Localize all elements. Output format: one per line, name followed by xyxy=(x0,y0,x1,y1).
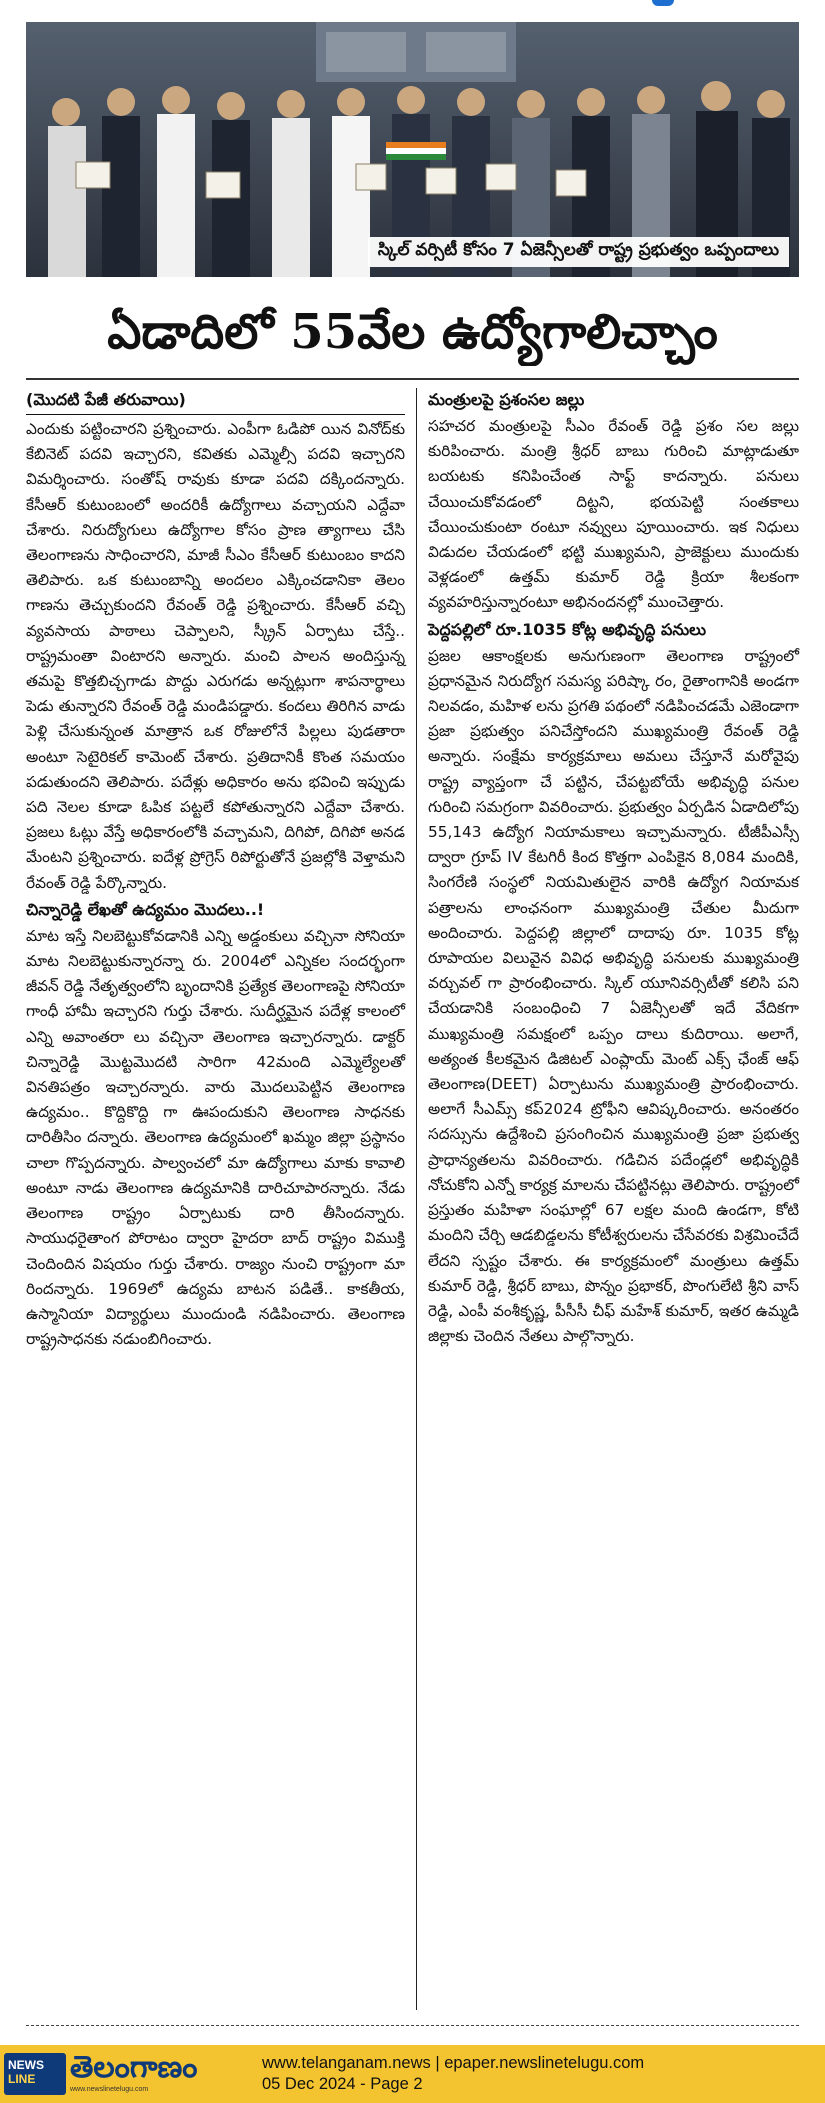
column-divider xyxy=(416,388,417,2010)
footer-info xyxy=(262,2053,644,2095)
article-paragraph: మాట ఇస్తే నిలబెట్టుకోవడానికి ఎన్ని అడ్డంకులు వచ్చినా సోనియా మాట నిలబెట్టుకున్నారన్నా రు. 2004లో ఎన్నికల సందర్భంగా జీవన్ రెడ్డి నేతృత్వంలోని బృందానికి ప్రత్యేక తెలంగాణపై సోనియా గాంధీ హామీ ఇచ్చారని గుర్తు చేశారు. సుదీర్ఘమైన పదేళ్ల కాలంలో ఎన్ని అవాంతరా లు వచ్చినా తెలంగాణ ఇచ్చారన్నారు. డాక్టర్ చిన్నారెడ్డి మొట్టమొదటి సారిగా 42మంది ఎమ్మెల్యేలతో వినతిపత్రం ఇచ్చారన్నారు. వారు మొదలుపెట్టిన తెలంగాణ ఉద్యమం.. కొద్దికొద్ది గా ఊపందుకుని తెలంగాణ సాధనకు దారితీసిం దన్నారు. తెలంగాణ ఉద్యమంలో ఖమ్మం జిల్లా ప్రస్థానం చాలా గొప్పదన్నారు. పాల్వంచలో మా ఉద్యోగాలు మాకు కావాలి అంటూ నాడు తెలంగాణ ఉద్యమానికి దారిచూపారన్నారు. నేడు తెలంగాణ రాష్ట్రం ఏర్పాటుకు దారి తీసిందన్నారు. సాయుధరైతాంగ పోరాటం ద్వారా హైదరా బాద్ రాష్ట్రం విముక్తి చెందిందిన విషయం గుర్తు చేశారు. రాజ్యం నుంచి రాష్ట్రంగా మా రిందన్నారు. 1969లో ఉద్యమ బాటన పడితే.. కాకతీయ, ఉస్మానియా విద్యార్థులు ముందుండి నడిపించారు. తెలంగాణ రాష్ట్రసాధనకు నడుంబిగించారు. xyxy=(26,926,405,1349)
footer-date-page: 05 Dec 2024 - Page 2 xyxy=(262,2075,423,2093)
headline: ఏడాదిలో 55వేల ఉద్యోగాలిచ్చాం xyxy=(107,304,718,360)
headline-rule xyxy=(26,378,799,380)
brand-name: తెలంగాణం xyxy=(70,2051,198,2084)
corner-mark xyxy=(652,0,674,6)
right-column xyxy=(428,386,799,1349)
kicker-wrap xyxy=(26,386,405,415)
article-paragraph: ఎందుకు పట్టించారని ప్రశ్నించారు. ఎంపీగా ఓడిపో యిన వినోద్‌కు కేబినెట్ పదవి ఇచ్చారని, కవితకు ఎమ్మెల్సీ పదవి ఇచ్చారని విమర్శించారు. సంతోష్ రావుకు కూడా పదవి దక్కిందన్నారు. కేసీఆర్ కుటుంబంలో అందరికీ ఉద్యోగాలు వచ్చాయని ఎద్దేవా చేశారు. నిరుద్యోగులు ఉద్యోగాల కోసం ప్రాణ త్యాగాలు చేసి తెలంగాణను సాధించారని, మాజీ సీఎం కేసీఆర్ కుటుంబం కాదని తెలిపారు. ఒక కుటుంబాన్ని అందలం ఎక్కించడానికా తెలం గాణను తెచ్చుకుందని రేవంత్ రెడ్డి ప్రశ్నించారు. కేసీఆర్ వచ్చి వ్యవసాయ పాఠాలు చెప్పాలని, స్క్రీన్ ఏర్పాటు చేస్తే.. రాష్ట్రమంతా వింటారని అన్నారు. మంచి పాలన అందిస్తున్న తమపై కొత్తబిచ్చగాడు పొద్దు ఎరుగడు అన్నట్లుగా శాపనార్థాలు పెడు తున్నారని రేవంత్ రెడ్డి మండిపడ్డారు. కందలు తిరిగిన వాడు పెళ్లి చేసుకున్నంత మాత్రాన ఒక రోజులోనే పిల్లలు పుడతారా అంటూ సెటైరికల్ కామెంట్ చేశారు. ప్రతిదానికీ కొంత సమయం పడుతుందని తెలిపారు. పదేళ్లు అధికారం అను భవించి ఇప్పుడు పది నెలల కూడా ఓపిక పట్టలే కపోతున్నారని ఎద్దేవా చేశారు. ప్రజలు ఓట్లు వేస్తే అధికారంలోకి వచ్చామని, దిగిపో, దిగిపో అనడ మేంటని ప్రశ్నించారు. ఐదేళ్ల ప్రోగ్రెస్ రిపోర్టుతోనే ప్రజల్లోకి వెళ్తామని రేవంత్ రెడ్డి పేర్కొన్నారు. xyxy=(26,420,405,892)
page-footer xyxy=(0,2031,825,2103)
news-photo xyxy=(26,22,799,277)
newsline-logo[interactable] xyxy=(4,2053,66,2095)
footer-urls[interactable]: www.telanganam.news | epaper.newslinetelugu.com xyxy=(262,2054,645,2072)
brand-block[interactable] xyxy=(70,2051,197,2094)
article-paragraph: సహచర మంత్రులపై సీఎం రేవంత్ రెడ్డి ప్రశం సల జల్లు కురిపించారు. మంత్రి శ్రీధర్ బాబు గురించి మాట్లాడుతూ బయటకు కనిపించేంత సాఫ్ట్ కాదన్నారు. పనులు చేయించుకోవడంలో దిట్టని, భయపెట్టి సంతకాలు చేయించుకుంటా రంటూ నవ్వులు పూయించారు. ఇక నిధులు విడుదల చేయడంలో భట్టి ముఖ్యమని, ప్రాజెక్టులు ముందుకు వెళ్లడంలో ఉత్తమ్ కుమార్ రెడ్డి క్రియా శీలకంగా వ్యవహరిస్తున్నారంటూ అభినందనల్లో ముంచెత్తారు. xyxy=(428,417,799,612)
left-column xyxy=(26,386,405,1352)
logo-line1: NEWS xyxy=(8,2058,44,2072)
brand-url: www.newslinetelugu.com xyxy=(70,2086,149,2093)
continuation-kicker: (మొదటి పేజీ తరువాయి) xyxy=(26,390,186,409)
article-paragraph: ప్రజల ఆకాంక్షలకు అనుగుణంగా తెలంగాణ రాష్ట్రంలో ప్రధానమైన నిరుద్యోగ సమస్య పరిష్కా రం, రైతాంగానికి అండగా నిలవడం, మహిళ లను ప్రగతి పథంలో నడిపించడమే ఎజెండాగా ప్రజా ప్రభుత్వం పనిచేస్తోందని ముఖ్యమంత్రి రేవంత్ రెడ్డి అన్నారు. సంక్షేమ కార్యక్రమాలు అమలు చేస్తూనే మరోవైపు రాష్ట్ర వ్యాప్తంగా చే పట్టిన, చేపట్టబోయే అభివృద్ధి పనుల గురించి సమగ్రంగా వివరించారు. ప్రభుత్వం ఏర్పడిన ఏడాదిలోపు 55,143 ఉద్యోగ నియామకాలు ఇచ్చామన్నారు. టీజీపీఎస్సీ ద్వారా గ్రూప్ IV కేటగిరీ కింద కొత్తగా ఎంపికైన 8,084 మందికి, సింగరేణి సంస్థలో నియమితులైన వారికి ఉద్యోగ నియామక పత్రాలను లాంఛనంగా ముఖ్యమంత్రి చేతుల మీదుగా అందించారు. పెద్దపల్లి జిల్లాలో దాదాపు రూ. 1035 కోట్ల రూపాయల విలువైన వివిధ అభివృద్ధి పనులకు ముఖ్యమంత్రి వర్చువల్ గా ప్రారంభించారు. స్కిల్ యూనివర్సిటీతో కలిసి పని చేయడానికి సంబంధించి 7 ఏజెన్సీలతో ఇదే వేదికగా ముఖ్యమంత్రి సమక్షంలో ఒప్పం దాలు కుదిరాయి. అలాగే, అత్యంత కీలకమైన డిజిటల్ ఎంప్లాయ్ మెంట్ ఎక్స్ ఛేంజ్ ఆఫ్ తెలంగాణ(DEET) ఏర్పాటును ముఖ్యమంత్రి ప్రారంభించారు. అలాగే సీఎమ్స్ కప్2024 ట్రోఫీని ఆవిష్కరించారు. అనంతరం సదస్సును ఉద్దేశించి ప్రసంగించిన ముఖ్యమంత్రి ప్రజా ప్రభుత్వ ప్రాధాన్యతలను వివరించారు. గడిచిన పదేండ్లలో అభివృద్ధికి నోచుకోని ఎన్నో కార్యక్ర మాలను చేపట్టినట్లు తెలిపారు. రాష్ట్రంలో ప్రస్తుతం మహిళా సంఘాల్లో 67 లక్షల మంది ఉండగా, కోటి మందిని చేర్చి ఆడబిడ్డలను కోటీశ్వరులను చేసేవరకు విశ్రమించేదే లేదని స్పష్టం చేశారు. ఈ కార్యక్రమంలో మంత్రులు ఉత్తమ్ కుమార్ రెడ్డి, శ్రీధర్ బాబు, పొన్నం ప్రభాకర్, పొంగులేటి శ్రీని వాస్ రెడ్డి, ఎంపీ వంశీకృష్ణ, పీసీసీ చీఫ్ మహేశ్ కుమార్, ఇతర ఉమ్మడి జిల్లాకు చెందిన నేతలు పాల్గొన్నారు. xyxy=(428,646,799,1346)
article-subhead: చిన్నారెడ్డి లేఖతో ఉద్యమం మొదలు..! xyxy=(26,899,265,919)
article-subhead: మంత్రులపై ప్రశంసల జల్లు xyxy=(428,390,585,409)
logo-line2: LINE xyxy=(8,2072,36,2086)
article-subhead: పెద్దపల్లిలో రూ.1035 కోట్ల అభివృద్ధి పనులు xyxy=(428,619,707,639)
bottom-rule xyxy=(26,2025,799,2026)
photo-caption: స్కిల్ వర్సిటీ కోసం 7 ఏజెన్సీలతో రాష్ట్ర ప్రభుత్వం ఒప్పందాలు xyxy=(368,237,789,267)
